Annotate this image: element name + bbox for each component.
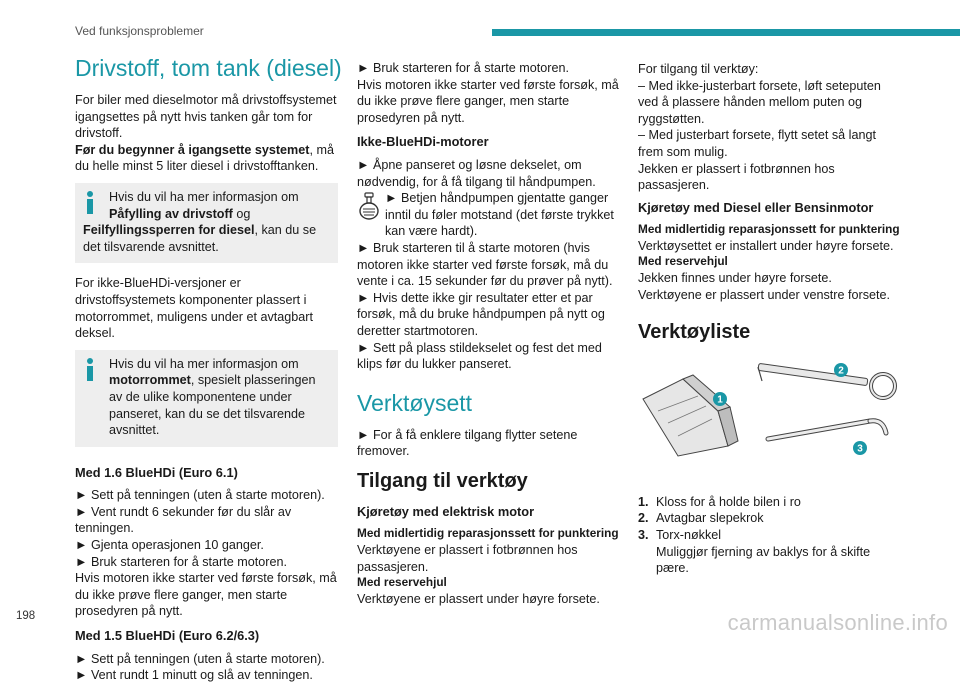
tools-illustration (638, 361, 908, 471)
callout-2 (834, 363, 848, 377)
torx-key-drawing (768, 421, 886, 439)
heading-repair-kit: Med midlertidig reparasjonssett for punktering (357, 526, 619, 541)
steps-nonblue: ► Åpne panseret og løsne dekselet, om nødvendig, for å få tilgang til håndpumpen. (357, 157, 596, 189)
steps-16-bluehdi: ► Sett på tenningen (uten å starte motoren). ► Vent rundt 6 sekunder før du slår av tenningen. ► Gjenta operasjonen 10 ganger. ► Bruk starteren for å starte motoren. Hvis motoren ikke starter ved første forsøk, må du ikke prøve flere ganger, men starte prosedyren på nytt. (75, 488, 337, 619)
svg-text:2: 2 (838, 365, 844, 377)
svg-text:1: 1 (717, 394, 723, 406)
heading-15-bluehdi: Med 1.5 BlueHDi (Euro 6.2/6.3) (75, 628, 260, 644)
info-text-engine: Hvis du vil ha mer informasjon om motorrommet, spesielt plasseringen av de ulike komponentene under panseret, kan du se det tilsvarende avsnittet. (109, 356, 316, 438)
info-box-engine (75, 350, 338, 447)
column-3 (638, 61, 903, 577)
column-1 (75, 52, 342, 684)
heading-tool-list: Verktøyliste (638, 321, 751, 344)
info-box-fuel (75, 183, 338, 263)
heading-access-tools: Tilgang til verktøy (357, 469, 528, 492)
heading-nonblue: Ikke-BlueHDi-motorer (357, 134, 489, 150)
info-icon (83, 358, 97, 381)
heading-16-bluehdi: Med 1.6 BlueHDi (Euro 6.1) (75, 464, 238, 480)
repair-kit-text: Verktøyene er plassert i fotbrønnen hos passasjeren. (357, 542, 578, 574)
hand-pump-step: ► Betjen håndpumpen gjentatte ganger inntil du føler motstand (det første trykket kan være hardt). (357, 190, 620, 240)
steps-continued: ► Bruk starteren for å starte motoren. Hvis motoren ikke starter ved første forsøk, må du ikke prøve flere ganger, men starte prosedyren på nytt. (357, 61, 619, 125)
header-accent-bar (492, 29, 960, 36)
watermark: carmanualsonline.info (727, 610, 948, 635)
repair-kit-text-2: Verktøysettet er installert under høyre forsete. (638, 238, 894, 253)
towing-hook-drawing (758, 363, 895, 398)
list-item: 2. Avtagbar slepekrok (638, 511, 764, 526)
info-text-fuel: Hvis du vil ha mer informasjon om Påfylling av drivstoff ogFeilfyllingssperren for diesel, kan du se det tilsvarende avsnittet. (83, 189, 317, 254)
hand-pump-icon (357, 192, 381, 222)
header-section-title: Ved funksjonsproblemer (75, 24, 204, 38)
page-number: 198 (16, 610, 36, 622)
heading-spare-wheel-2: Med reservehjul (638, 254, 728, 269)
nonblue-paragraph: For ikke-BlueHDi-versjoner er drivstoffsystemets komponenter plassert i motorrommet, muligens under et avtagbart deksel. (75, 276, 313, 341)
intro-paragraph: For biler med dieselmotor må drivstoffsystemet igangsettes på nytt hvis tanken går tom for drivstoff. Før du begynner å igangsette systemet, må du helle minst 5 liter diesel i drivstofftanken. (75, 93, 337, 174)
heading-diesel-petrol: Kjøretøy med Diesel eller Bensinmotor (638, 199, 874, 215)
tool-list (638, 494, 903, 577)
list-item: 3. Torx-nøkkel Muliggjør fjerning av baklys for å skifte pære. (638, 527, 871, 576)
section-title-toolkit: Verktøysett (357, 389, 473, 416)
spare-wheel-lines: Jekken finnes under høyre forsete. Verktøyene er plassert under venstre forsete. (638, 270, 890, 302)
list-item: 1. Kloss for å holde bilen i ro (638, 494, 801, 509)
steps-15-bluehdi: ► Sett på tenningen (uten å starte motoren). ► Vent rundt 1 minutt og slå av tenningen. (75, 651, 325, 683)
heading-electric: Kjøretøy med elektrisk motor (357, 503, 535, 519)
spare-wheel-text: Verktøyene er plassert under høyre forsete. (357, 591, 600, 606)
callout-1 (713, 392, 727, 406)
heading-spare-wheel: Med reservehjul (357, 575, 447, 590)
steps-nonblue-rest: ► Bruk starteren til å starte motoren (hvis motoren ikke starter ved første forsøk, må du vente i ca. 15 sekunder før du prøver på nytt). ► Hvis dette ikke gir resultater etter et par forsøk, må du bruke håndpumpen på nytt og deretter startmotoren. ► Sett på plass stildekselet og fest det med klips før du lukker panseret. (357, 240, 613, 372)
toolkit-text: ► For å få enklere tilgang flytter setene fremover. (357, 427, 578, 459)
column-2 (357, 60, 620, 607)
access-steps: For tilgang til verktøy: – Med ikke-justerbart forsete, løft seteputen ved å plassere hånden mellom puten og ryggstøtten. – Med justerbart forsete, flytt setet så langt frem som mulig. Jekken er plassert i fotbrønnen hos passasjeren. (638, 62, 881, 193)
section-title-fuel: Drivstoff, tom tank (diesel) (75, 55, 342, 81)
svg-text:3: 3 (857, 443, 863, 455)
wheel-chock-drawing (643, 375, 738, 456)
info-icon (83, 191, 97, 214)
callout-3 (853, 441, 867, 455)
heading-repair-kit-2: Med midlertidig reparasjonssett for punktering (638, 222, 900, 237)
